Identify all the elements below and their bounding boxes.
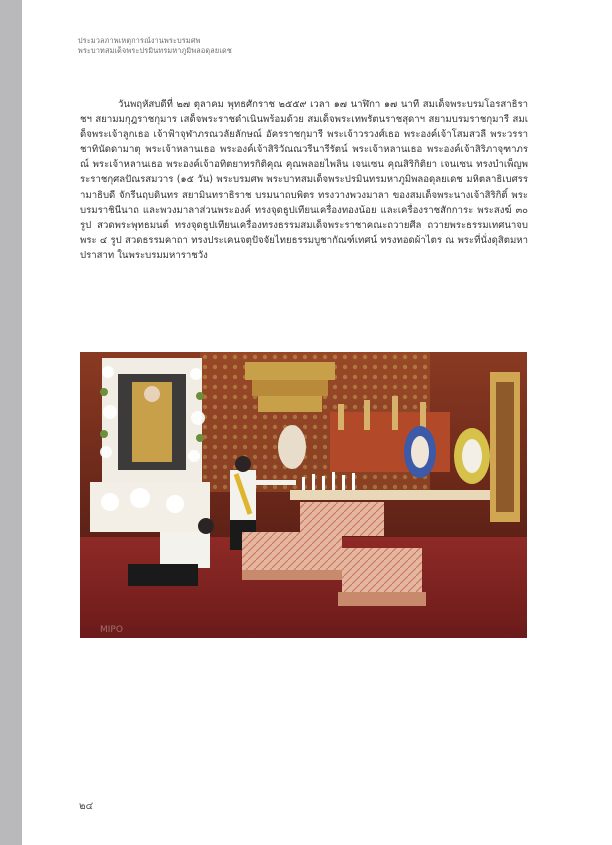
body-paragraph: วันพฤหัสบดีที่ ๒๗ ตุลาคม พุทธศักราช ๒๕๕๙ เวลา ๑๗ นาฬิกา ๑๗ นาที สมเด็จพระบรมโอรสาธิราชฯ สยามมกุฎราชกุมาร เสด็จพระราชดำเนินพร้อมด้วย สมเด็จพระเทพรัตนราชสุดาฯ สยามบรมราชกุมารี สมเด็จพระเจ้าลูกเธอ เจ้าฟ้าจุฬาภรณวลัยลักษณ์ อัครราชกุมารี พระเจ้าวรวงศ์เธอ พระองค์เจ้าโสมสวลี พระวรราชาทินัดดามาตุ พระเจ้าหลานเธอ พระองค์เจ้าสิริวัณณวรีนารีรัตน์ พระเจ้าหลานเธอ พระองค์เจ้าสิริภาจุฑาภรณ์ พระเจ้าหลานเธอ พระองค์เจ้าอทิตยาทรกิติคุณ คุณพลอยไพลิน เจนเซน คุณสิริกิติยา เจนเซน ทรงบำเพ็ญพระราชกุศลปัณรสมวาร (๑๕ วัน) พระบรมศพ พระบาทสมเด็จพระปรมินทรมหาภูมิพลอดุลยเดช มหิตลาธิเบศรรามาธิบดี จักรีนฤบดินทร สยามินทราธิราช บรมนาถบพิตร ทรงวางพวงมาลา ของสมเด็จพระนางเจ้าสิริกิติ์ พระบรมราชินีนาถ และพวงมาลาส่วนพระองค์ ทรงจุดธูปเทียนเครื่องทองน้อย และเครื่องราชสักการะ พระสงฆ์ ๓๐ รูป สวดพระพุทธมนต์ ทรงจุดธูปเทียนเครื่องทรงธรรมสมเด็จพระราชาคณะถวายศีล ถวายพระธรรมเทศนาจบ พระ ๔ รูป สวดธรรมคาถา ทรงประเคนจตุปัจจัยไทยธรรมบูชากัณฑ์เทศน์ ทรงทอดผ้าไตร ณ พระที่นั่งดุสิตมหาปราสาท ในพระบรมมหาราชวัง [80,99,528,261]
header-line-2: พระบาทสมเด็จพระปรมินทรมหาภูมิพลอดุลยเดช [78,46,232,55]
side-margin-band [0,0,22,845]
watermark-text: MIPO [100,625,123,635]
ceremony-photo [80,352,527,638]
running-header [78,36,458,56]
header-line-1: ประมวลภาพเหตุการณ์งานพระบรมศพ [78,36,201,45]
page-number: ๒๔ [79,801,94,812]
ceremony-photo-illustration [80,352,527,638]
